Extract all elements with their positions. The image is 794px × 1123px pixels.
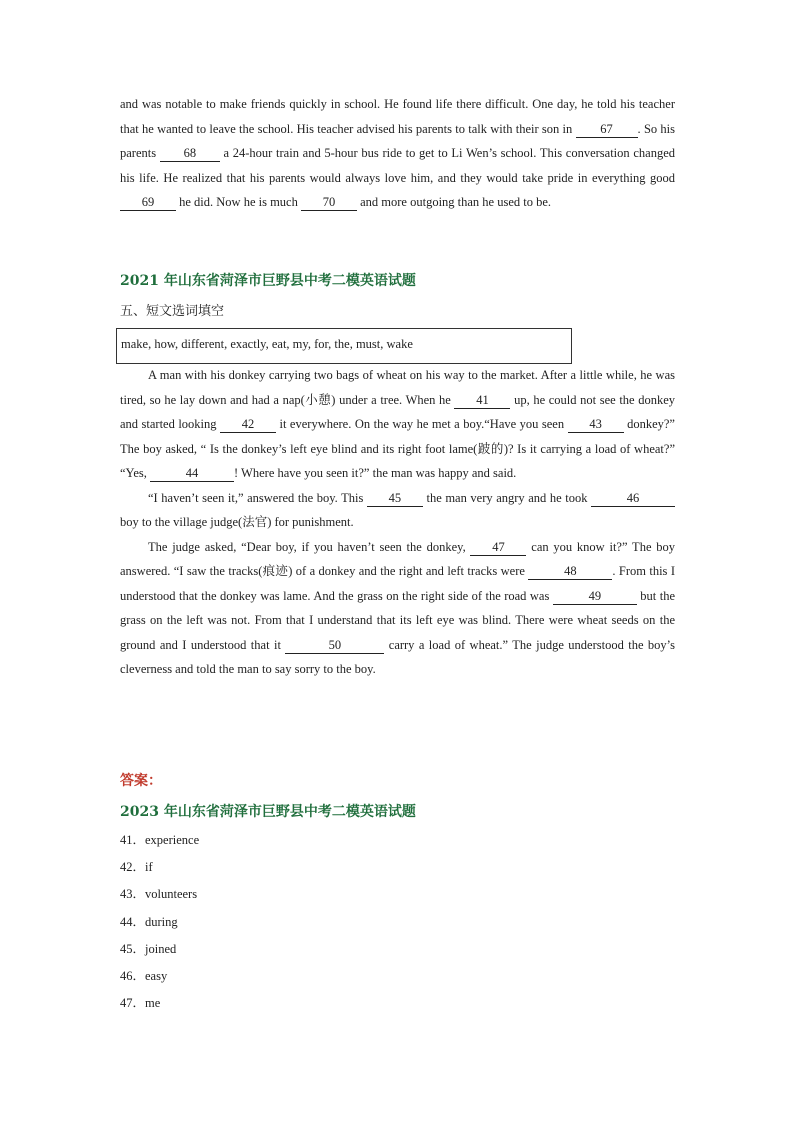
answer-item: 41．experience (120, 833, 200, 847)
answer-item: 46．easy (120, 968, 168, 983)
passage-text: . So his parents (120, 121, 675, 160)
passage-text: . From this I understood that the donkey was lame. And the grass on the right side of the road was (120, 564, 675, 603)
passage-text: up, he could not see the donkey and started looking (120, 392, 676, 431)
passage-text: “I haven’t seen it,” answered the boy. This (148, 490, 364, 505)
passage-top (120, 92, 675, 215)
passage-text: and was notable to make friends quickly in school. He found life there difficult. One day, he told his teacher that he wanted to leave the school. His teacher advised his parents to talk with their son in (120, 97, 675, 136)
blank-47: 47 (470, 539, 526, 556)
passage-text: and more outgoing than he used to be. (360, 195, 552, 209)
answers-title-2023: 2023 年山东省菏泽市巨野县中考二模英语试题 (120, 804, 416, 820)
answer-item: 47．me (120, 996, 161, 1011)
blank-67: 67 (576, 121, 638, 138)
blank-50: 50 (285, 637, 384, 654)
answer-list (120, 829, 199, 1019)
blank-69: 69 (120, 194, 176, 211)
blank-46: 46 (591, 490, 675, 507)
blank-41: 41 (454, 392, 510, 409)
answer-item: 45．joined (120, 941, 177, 956)
answer-item: 43．volunteers (120, 887, 198, 902)
passage-text: ! Where have you seen it?” the man was happy and said. (234, 466, 517, 480)
blank-49: 49 (553, 588, 637, 605)
passage-text: A man with his donkey carrying two bags of wheat on his way to the market. After a little while, he was tired, so he lay down and had a nap(小憩) under a tree. When he (120, 368, 675, 407)
word-bank-box: make, how, different, exactly, eat, my, for, the, must, wake (116, 328, 572, 364)
section-title-2021: 2021 年山东省菏泽市巨野县中考二模英语试题 (120, 273, 416, 289)
answer-item: 42．if (120, 860, 153, 875)
blank-70: 70 (301, 194, 357, 211)
blank-43: 43 (568, 416, 624, 433)
passage-text: The judge asked, “Dear boy, if you haven’t seen the donkey, (148, 539, 466, 554)
part-label: 五、短文选词填空 (120, 304, 225, 319)
passage-text: a 24-hour train and 5-hour bus ride to get to Li Wen’s school. This conversation changed his life. He realized that his parents would always love him, and they would take pride in everything good (120, 146, 675, 185)
blank-44: 44 (150, 465, 234, 482)
blank-42: 42 (220, 416, 276, 433)
passage-text: carry a load of wheat.” The judge understood the boy’s cleverness and told the man to say sorry to the boy. (120, 637, 676, 676)
blank-48: 48 (528, 563, 612, 580)
blank-45: 45 (367, 490, 423, 507)
answer-label: 答案： (120, 773, 162, 789)
answer-item: 44．during (120, 914, 178, 929)
passage-text: the man very angry and he took (426, 490, 588, 505)
passage-text: boy to the village judge(法官) for punishment. (120, 515, 354, 529)
passage-text: it everywhere. On the way he met a boy.“Have you seen (279, 417, 565, 431)
passage-text: can you know it?” The boy answered. “I saw the tracks(痕迹) of a donkey and the right and left tracks were (120, 539, 676, 578)
passage-text: donkey?” The boy asked, “ Is the donkey’s left eye blind and its right foot lame(跛的)? Is it carrying a load of wheat?” “Yes, (120, 417, 675, 480)
passage-text: but the grass on the left was not. From that I understand that its left eye was blind. There were wheat seeds on the ground and I understood that it (120, 588, 675, 652)
passage-main (120, 363, 675, 682)
passage-text: he did. Now he is much (179, 195, 298, 209)
blank-68: 68 (160, 145, 220, 162)
